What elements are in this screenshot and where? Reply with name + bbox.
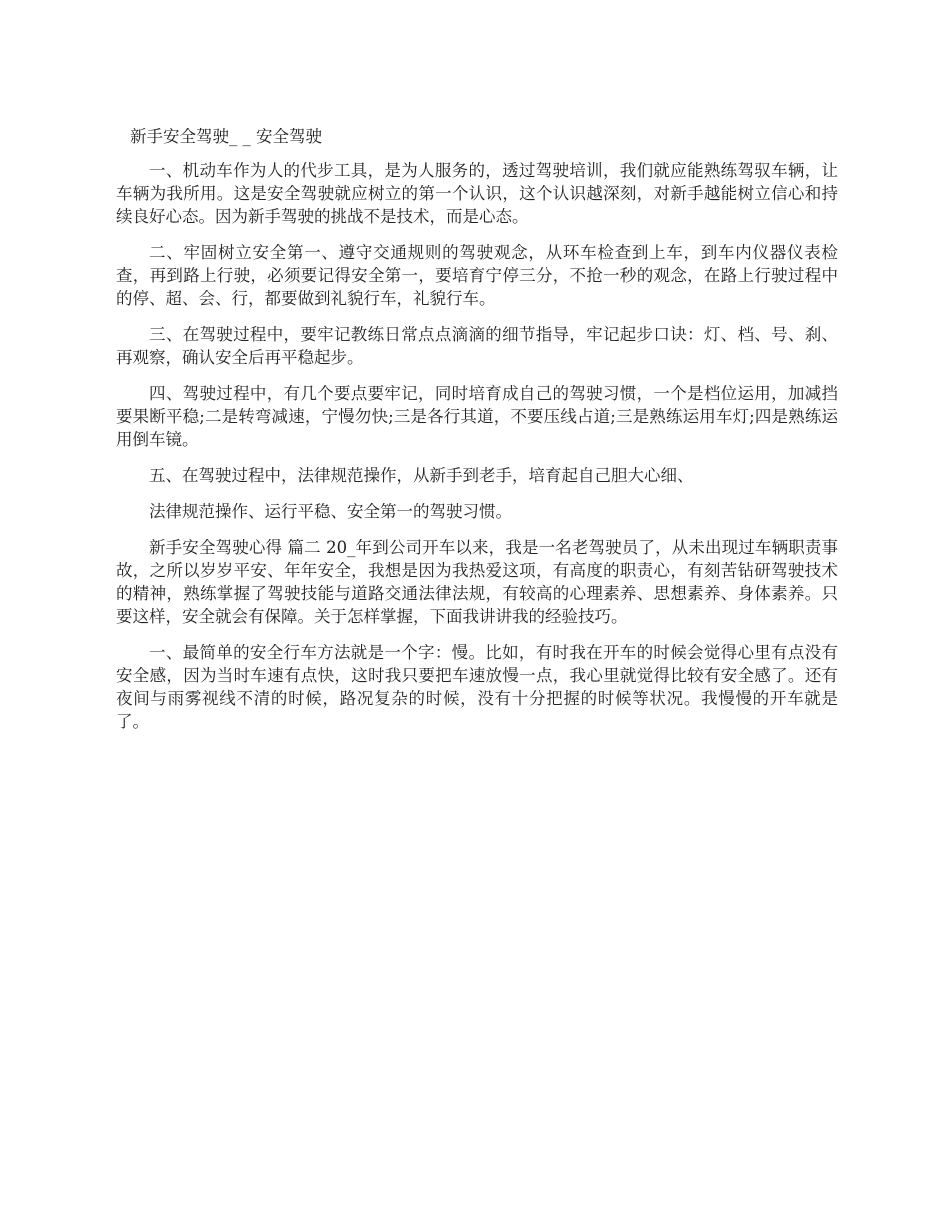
paragraph-4: 四、驾驶过程中，有几个要点要牢记，同时培育成自己的驾驶习惯，一个是档位运用，加减挡要果断平稳;二是转弯减速，宁慢勿快;三是各行其道，不要压线占道;三是熟练运用车灯;四是熟练运用倒车镜。 [116, 384, 838, 449]
paragraph-6: 法律规范操作、运行平稳、安全第一的驾驶习惯。 [149, 502, 512, 521]
paragraph-2: 二、牢固树立安全第一、遵守交通规则的驾驶观念，从环车检查到上车，到车内仪器仪表检查，再到路上行驶，必须要记得安全第一，要培育宁停三分，不抢一秒的观念，在路上行驶过程中的停、超、会、行，都要做到礼貌行车，礼貌行车。 [116, 243, 838, 308]
document-body [116, 125, 838, 746]
paragraph-7: 新手安全驾驶心得 篇二 20_年到公司开车以来，我是一名老驾驶员了，从未出现过车辆职责事故，之所以岁岁平安、年年安全，我想是因为我热爱这项，有高度的职责心，有刻苦钻研驾驶技术的精神，熟练掌握了驾驶技能与道路交通法律法规，有较高的心理素养、思想素养、身体素养。只要这样，安全就会有保障。关于怎样掌握，下面我讲讲我的经验技巧。 [116, 538, 838, 626]
paragraph-1: 一、机动车作为人的代步工具，是为人服务的，透过驾驶培训，我们就应能熟练驾驭车辆，让车辆为我所用。这是安全驾驶就应树立的第一个认识，这个认识越深刻，对新手越能树立信心和持续良好心态。因为新手驾驶的挑战不是技术，而是心态。 [116, 161, 838, 226]
document-title: 新手安全驾驶_ _ 安全驾驶 [130, 127, 322, 146]
paragraph-3: 三、在驾驶过程中，要牢记教练日常点点滴滴的细节指导，牢记起步口诀：灯、档、号、刹、再观察，确认安全后再平稳起步。 [116, 325, 838, 367]
paragraph-8: 一、最简单的安全行车方法就是一个字：慢。比如，有时我在开车的时候会觉得心里有点没有安全感，因为当时车速有点快，这时我只要把车速放慢一点，我心里就觉得比较有安全感了。还有夜间与雨雾视线不清的时候，路况复杂的时候，没有十分把握的时候等状况。我慢慢的开车就是了。 [116, 643, 838, 731]
paragraph-5: 五、在驾驶过程中，法律规范操作，从新手到老手，培育起自己胆大心细、 [149, 466, 694, 485]
